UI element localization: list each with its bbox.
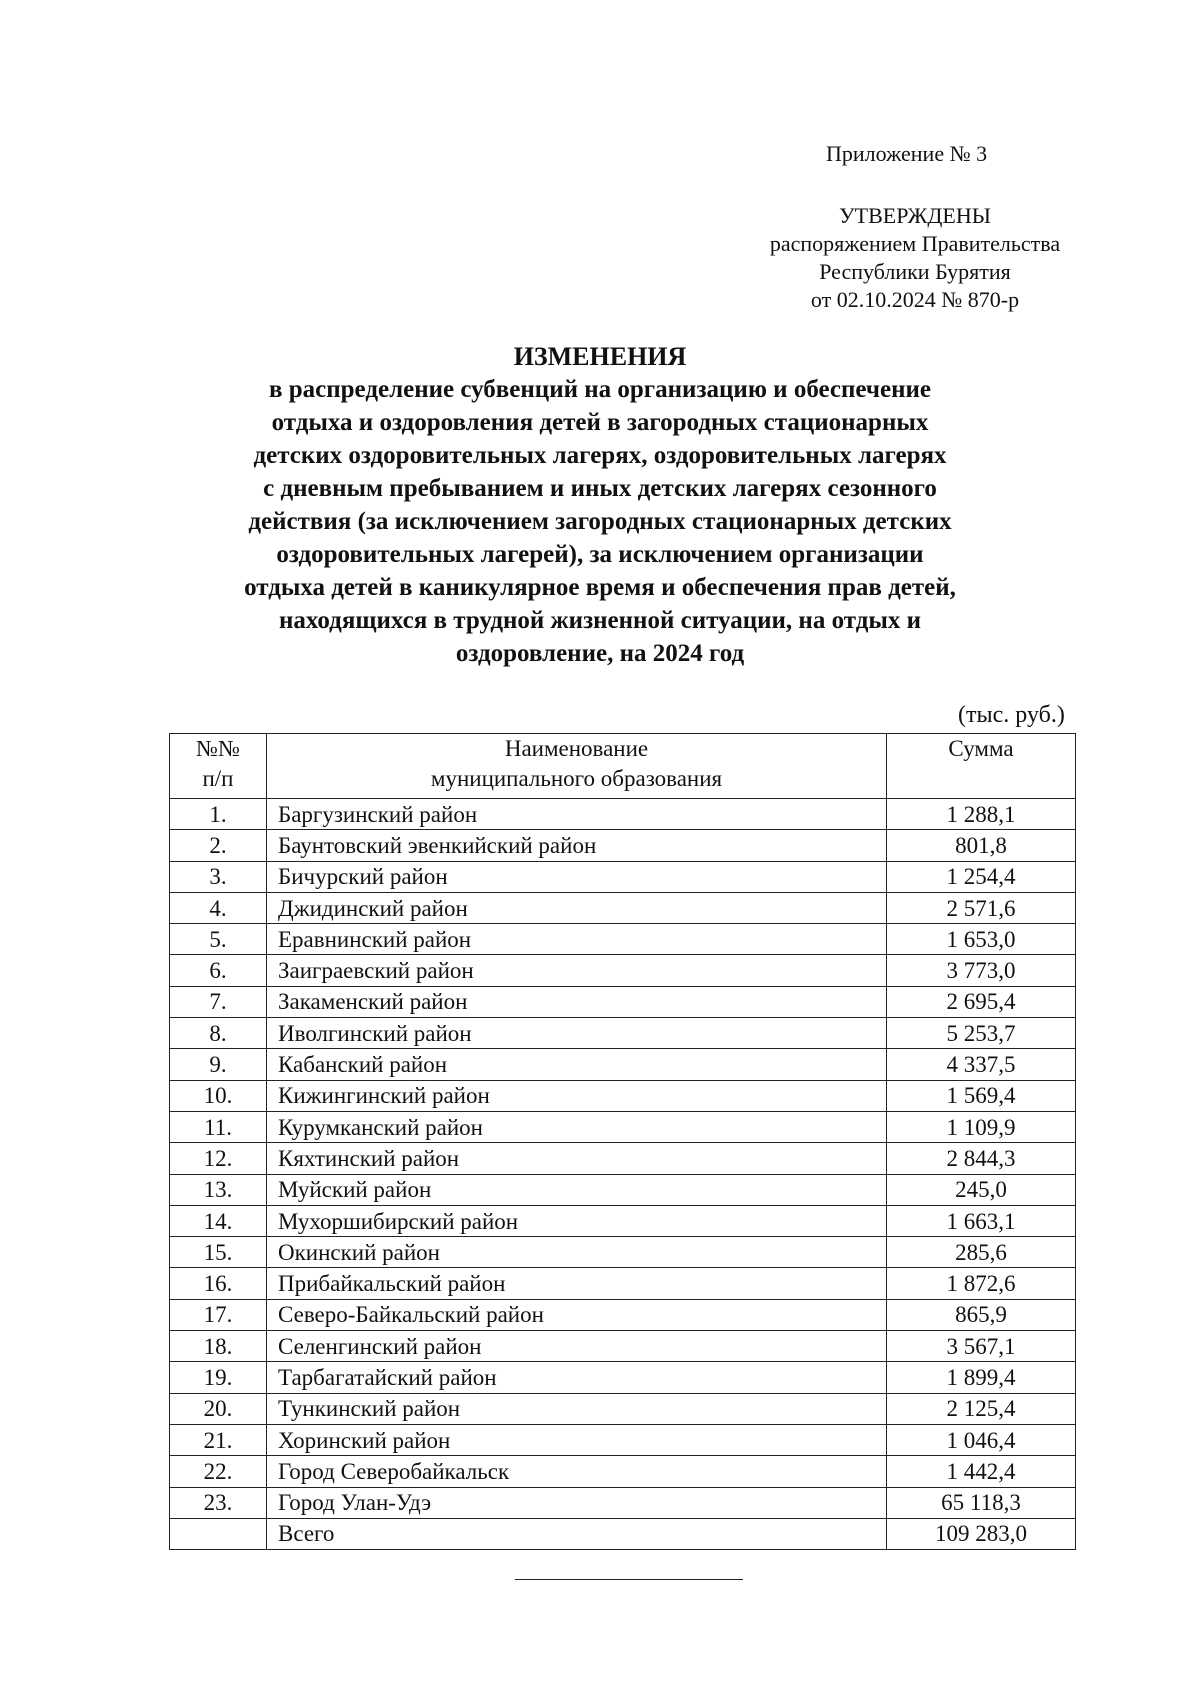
total-sum-cell	[887, 1518, 1076, 1549]
row-sum-cell	[887, 955, 1076, 986]
row-sum-cell	[887, 1299, 1076, 1330]
row-name: Заиграевский район	[267, 955, 887, 986]
row-sum: 1 899,4	[946, 1364, 1016, 1390]
title-main: ИЗМЕНЕНИЯ	[513, 342, 687, 371]
title-line: действия (за исключением загородных стационарных детских	[248, 508, 952, 535]
table-row	[170, 1205, 1076, 1236]
header-number-line: №№	[196, 736, 240, 761]
row-number: 7.	[170, 986, 267, 1017]
row-number: 8.	[170, 1018, 267, 1049]
row-sum-cell	[887, 1456, 1076, 1487]
document-title	[200, 340, 1000, 670]
row-sum-cell	[887, 924, 1076, 955]
header-name-line: Наименование	[504, 736, 649, 761]
row-number: 22.	[170, 1456, 267, 1487]
allocation-table	[169, 733, 1076, 1550]
row-sum: 3 567,1	[946, 1333, 1016, 1359]
row-sum-cell	[887, 1080, 1076, 1111]
table-row	[170, 1080, 1076, 1111]
row-number: 12.	[170, 1143, 267, 1174]
row-sum-cell	[887, 1393, 1076, 1424]
row-name: Город Улан-Удэ	[267, 1487, 887, 1518]
row-sum: 5 253,7	[946, 1020, 1016, 1046]
header-sum: Сумма	[887, 734, 1076, 799]
header-name	[267, 734, 887, 799]
row-number: 11.	[170, 1111, 267, 1142]
table-row	[170, 1331, 1076, 1362]
table-row	[170, 892, 1076, 923]
approval-line: распоряжением Правительства	[769, 231, 1061, 256]
approval-block	[735, 202, 1095, 314]
row-name: Еравнинский район	[267, 924, 887, 955]
row-number: 2.	[170, 830, 267, 861]
approval-heading: УТВЕРЖДЕНЫ	[839, 203, 991, 228]
table-row	[170, 1424, 1076, 1455]
row-sum-cell	[887, 799, 1076, 830]
table-row	[170, 1299, 1076, 1330]
row-name: Закаменский район	[267, 986, 887, 1017]
row-sum: 4 337,5	[946, 1052, 1016, 1078]
row-number: 13.	[170, 1174, 267, 1205]
row-name: Баргузинский район	[267, 799, 887, 830]
title-line: находящихся в трудной жизненной ситуации, на отдых и	[278, 607, 922, 634]
title-line: отдыха детей в каникулярное время и обеспечения прав детей,	[244, 574, 956, 601]
row-sum: 2 571,6	[946, 895, 1016, 921]
row-name: Кижингинский район	[267, 1080, 887, 1111]
title-line: оздоровление, на 2024 год	[455, 640, 745, 667]
row-name: Тарбагатайский район	[267, 1362, 887, 1393]
units-label: (тыс. руб.)	[958, 702, 1065, 728]
row-name: Мухоршибирский район	[267, 1205, 887, 1236]
table-row	[170, 1456, 1076, 1487]
row-sum: 2 125,4	[946, 1396, 1016, 1422]
row-name: Хоринский район	[267, 1424, 887, 1455]
row-sum: 1 288,1	[946, 801, 1016, 827]
title-line: с дневным пребыванием и иных детских лагерях сезонного	[263, 475, 937, 502]
row-sum-cell	[887, 1362, 1076, 1393]
row-name: Курумканский район	[267, 1111, 887, 1142]
table-row	[170, 1143, 1076, 1174]
title-line: отдыха и оздоровления детей в загородных стационарных	[271, 409, 929, 436]
table-row	[170, 830, 1076, 861]
row-sum-cell	[887, 1111, 1076, 1142]
row-name: Город Северобайкальск	[267, 1456, 887, 1487]
row-sum: 801,8	[955, 832, 1007, 858]
header-name-line: муниципального образования	[430, 766, 723, 791]
row-number: 18.	[170, 1331, 267, 1362]
row-sum-cell	[887, 1237, 1076, 1268]
row-name: Муйский район	[267, 1174, 887, 1205]
row-sum: 285,6	[955, 1239, 1007, 1265]
row-sum: 1 442,4	[946, 1458, 1016, 1484]
row-name: Северо-Байкальский район	[267, 1299, 887, 1330]
total-label: Всего	[267, 1518, 887, 1549]
row-sum-cell	[887, 1049, 1076, 1080]
row-sum: 245,0	[955, 1177, 1007, 1203]
row-name: Кабанский район	[267, 1049, 887, 1080]
table-header-row	[170, 734, 1076, 799]
row-name: Прибайкальский район	[267, 1268, 887, 1299]
row-name: Тункинский район	[267, 1393, 887, 1424]
row-sum-cell	[887, 1174, 1076, 1205]
total-sum: 109 283,0	[935, 1521, 1027, 1547]
table-row	[170, 1487, 1076, 1518]
row-number: 15.	[170, 1237, 267, 1268]
row-sum: 2 844,3	[946, 1145, 1016, 1171]
row-sum: 2 695,4	[946, 989, 1016, 1015]
title-line: в распределение субвенций на организацию и обеспечение	[269, 376, 931, 403]
row-number: 10.	[170, 1080, 267, 1111]
row-sum: 1 109,9	[946, 1114, 1016, 1140]
table-row	[170, 1393, 1076, 1424]
row-number: 20.	[170, 1393, 267, 1424]
approval-line: Республики Бурятия	[819, 259, 1011, 284]
title-line: детских оздоровительных лагерях, оздоровительных лагерях	[253, 442, 947, 469]
table-row	[170, 1111, 1076, 1142]
row-sum: 865,9	[955, 1302, 1007, 1328]
row-sum: 1 872,6	[946, 1271, 1016, 1297]
row-sum-cell	[887, 1424, 1076, 1455]
table-row	[170, 799, 1076, 830]
row-sum: 1 569,4	[946, 1083, 1016, 1109]
row-number: 17.	[170, 1299, 267, 1330]
row-sum: 65 118,3	[941, 1490, 1021, 1516]
table-row	[170, 1174, 1076, 1205]
row-sum-cell	[887, 1205, 1076, 1236]
table-row	[170, 861, 1076, 892]
row-number: 1.	[170, 799, 267, 830]
row-name: Джидинский район	[267, 892, 887, 923]
table-row	[170, 986, 1076, 1017]
table-row	[170, 1362, 1076, 1393]
row-sum-cell	[887, 1143, 1076, 1174]
row-sum-cell	[887, 861, 1076, 892]
table-row	[170, 924, 1076, 955]
row-name: Иволгинский район	[267, 1018, 887, 1049]
row-name: Бичурский район	[267, 861, 887, 892]
row-number: 23.	[170, 1487, 267, 1518]
row-number: 14.	[170, 1205, 267, 1236]
row-sum: 1 254,4	[946, 864, 1016, 890]
row-sum-cell	[887, 1268, 1076, 1299]
table-body	[170, 799, 1076, 1550]
row-number: 16.	[170, 1268, 267, 1299]
title-line: оздоровительных лагерей), за исключением организации	[276, 541, 924, 568]
table-row	[170, 1049, 1076, 1080]
row-sum-cell	[887, 892, 1076, 923]
header-number	[170, 734, 267, 799]
table-row	[170, 955, 1076, 986]
approval-date: от 02.10.2024 № 870-р	[810, 287, 1020, 312]
row-name: Баунтовский эвенкийский район	[267, 830, 887, 861]
row-sum-cell	[887, 1018, 1076, 1049]
row-number: 6.	[170, 955, 267, 986]
row-sum-cell	[887, 1487, 1076, 1518]
row-sum-cell	[887, 1331, 1076, 1362]
row-sum: 3 773,0	[946, 958, 1016, 984]
total-number	[170, 1518, 267, 1549]
header-number-line: п/п	[202, 766, 234, 791]
row-name: Окинский район	[267, 1237, 887, 1268]
row-number: 5.	[170, 924, 267, 955]
row-number: 9.	[170, 1049, 267, 1080]
row-sum-cell	[887, 986, 1076, 1017]
table-row	[170, 1018, 1076, 1049]
appendix-label: Приложение № 3	[826, 141, 988, 166]
row-name: Селенгинский район	[267, 1331, 887, 1362]
row-sum-cell	[887, 830, 1076, 861]
table-row	[170, 1237, 1076, 1268]
closing-divider	[515, 1579, 743, 1580]
row-number: 19.	[170, 1362, 267, 1393]
row-sum: 1 046,4	[946, 1427, 1016, 1453]
row-sum: 1 653,0	[946, 926, 1016, 952]
row-number: 21.	[170, 1424, 267, 1455]
row-number: 3.	[170, 861, 267, 892]
table-row	[170, 1268, 1076, 1299]
row-number: 4.	[170, 892, 267, 923]
row-name: Кяхтинский район	[267, 1143, 887, 1174]
row-sum: 1 663,1	[946, 1208, 1016, 1234]
total-row	[170, 1518, 1076, 1549]
